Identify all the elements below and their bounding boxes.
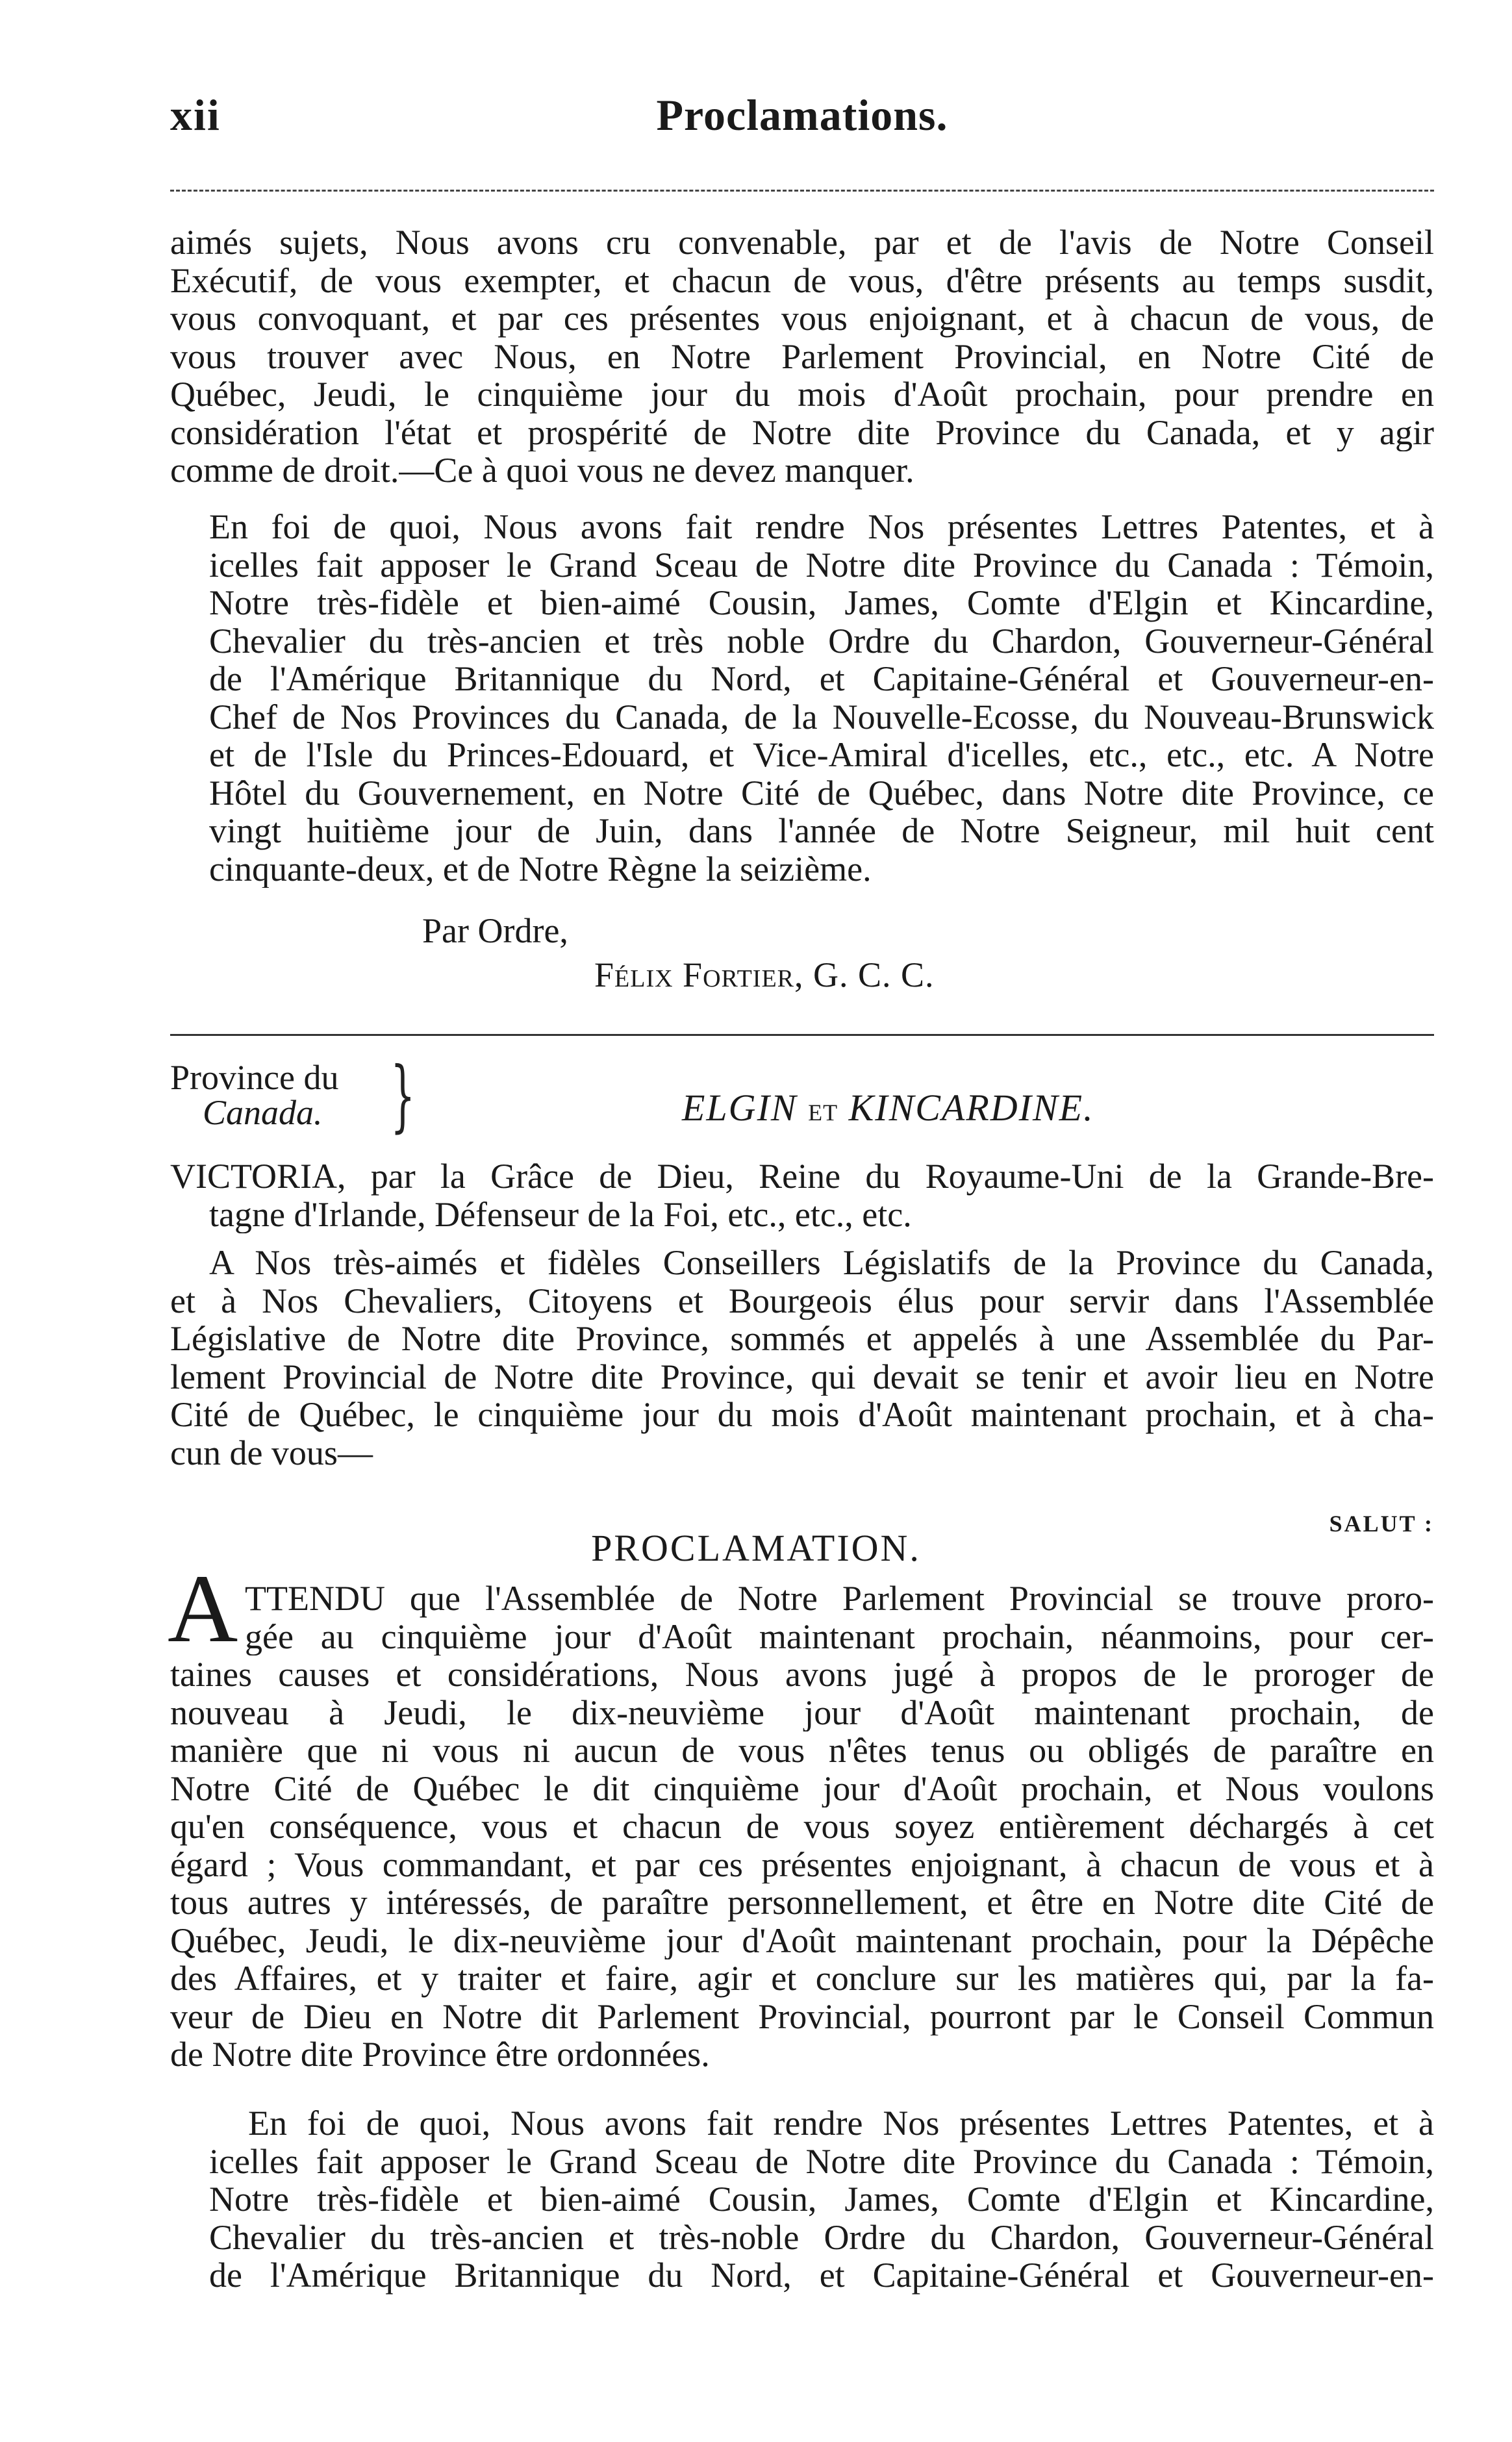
proclamation-title: PROCLAMATION. [591, 1527, 921, 1569]
page-header [170, 90, 1434, 148]
first-proclamation-continuation [170, 223, 1434, 490]
text-line: Législative de Notre dite Province, sommés et appelés à une Assemblée du Par- [170, 1320, 1434, 1358]
text-line: Cité de Québec, le cinquième jour du mois d'Août maintenant prochain, et à cha- [170, 1396, 1434, 1434]
running-title: Proclamations. [656, 90, 948, 140]
drop-cap: A [168, 1555, 238, 1663]
text-line: égard ; Vous commandant, et par ces présentes enjoignant, à chacun de vous et à [170, 1845, 1434, 1883]
text-line: qu'en conséquence, vous et chacun de vous soyez entièrement déchargés à cet [170, 1807, 1434, 1846]
text-line: lement Provincial de Notre dite Province, qui devait se tenir et avoir lieu en Notre [170, 1357, 1434, 1396]
text-line: nouveau à Jeudi, le dix-neuvième jour d'Août maintenant prochain, de [170, 1693, 1434, 1731]
par-ordre: Par Ordre, [422, 911, 568, 950]
text-line: manière que ni vous ni aucun de vous n'êtes tenus ou obligés de paraître en [170, 1731, 1434, 1770]
text-line: Québec, Jeudi, le dix-neuvième jour d'Août maintenant prochain, pour la Dépêche [170, 1921, 1434, 1959]
heading-elgin: ELGIN [682, 1087, 798, 1129]
text-line: cun de vous— [170, 1433, 373, 1472]
text-line: vingt huitième jour de Juin, dans l'année de Notre Seigneur, mil huit cent [209, 812, 1434, 850]
text-line: En foi de quoi, Nous avons fait rendre Nos présentes Lettres Patentes, et à [248, 2104, 1434, 2143]
text-line: et de l'Isle du Princes-Edouard, et Vice-Amiral d'icelles, etc., etc., etc. A Notre [209, 736, 1434, 774]
victoria-preamble [170, 1157, 1434, 1233]
text-line: comme de droit.—Ce à quoi vous ne devez manquer. [170, 451, 914, 490]
province-label [170, 1060, 338, 1130]
text-line: Notre Cité de Québec le dit cinquième jour d'Août prochain, et Nous voulons [170, 1769, 1434, 1807]
text-line: de l'Amérique Britannique du Nord, et Capitaine-Général et Gouverneur-en- [209, 2256, 1434, 2295]
salut-label: SALUT : [1329, 1511, 1434, 1537]
text-line: TTENDU que l'Assemblée de Notre Parlement Provincial se trouve proro- [245, 1580, 1434, 1618]
text-line: vous convoquant, et par ces présentes vous enjoignant, et à chacun de vous, de [170, 299, 1434, 338]
text-line: En foi de quoi, Nous avons fait rendre Nos présentes Lettres Patentes, et à [209, 508, 1434, 546]
text-line: Hôtel du Gouvernement, en Notre Cité de Québec, dans Notre dite Province, ce [209, 774, 1434, 812]
text-line: de l'Amérique Britannique du Nord, et Capitaine-Général et Gouverneur-en- [209, 660, 1434, 698]
governor-heading [682, 1086, 1094, 1129]
brace-glyph: } [390, 1051, 416, 1141]
header-rule [170, 190, 1434, 192]
section-divider [170, 1034, 1434, 1036]
text-line: Chef de Nos Provinces du Canada, de la Nouvelle-Ecosse, du Nouveau-Brunswick [209, 698, 1434, 736]
text-line: cinquante-deux, et de Notre Règne la seizième. [209, 850, 872, 888]
first-proclamation-witness [209, 508, 1434, 888]
text-line: Chevalier du très-ancien et très noble Ordre du Chardon, Gouverneur-Général [209, 622, 1434, 660]
heading-kincardine: KINCARDINE. [848, 1087, 1094, 1129]
text-line: tagne d'Irlande, Défenseur de la Foi, etc., etc., etc. [209, 1195, 912, 1233]
text-line: A Nos très-aimés et fidèles Conseillers Législatifs de la Province du Canada, [209, 1244, 1434, 1282]
text-line: de Notre dite Province être ordonnées. [170, 2035, 710, 2074]
text-line: VICTORIA, par la Grâce de Dieu, Reine du Royaume-Uni de la Grande-Bre- [170, 1157, 1434, 1196]
text-line: considération l'état et prospérité de Notre dite Province du Canada, et y agir [170, 413, 1434, 451]
proclamation-body [170, 1580, 1434, 2074]
text-line: veur de Dieu en Notre dit Parlement Provincial, pourront par le Conseil Commun [170, 1997, 1434, 2035]
signatory: Félix Fortier, G. C. C. [594, 955, 935, 994]
text-line: Notre très-fidèle et bien-aimé Cousin, James, Comte d'Elgin et Kincardine, [209, 2180, 1434, 2219]
province-line: Canada. [203, 1093, 323, 1132]
text-line: vous trouver avec Nous, en Notre Parlement Provincial, en Notre Cité de [170, 337, 1434, 375]
heading-et: ET [808, 1100, 838, 1126]
text-line: gée au cinquième jour d'Août maintenant prochain, néanmoins, pour cer- [245, 1617, 1434, 1655]
text-line: aimés sujets, Nous avons cru convenable, par et de l'avis de Notre Conseil [170, 223, 1434, 262]
text-line: et à Nos Chevaliers, Citoyens et Bourgeois élus pour servir dans l'Assemblée [170, 1281, 1434, 1320]
text-line: Exécutif, de vous exempter, et chacun de vous, d'être présents au temps susdit, [170, 261, 1434, 299]
text-line: icelles fait apposer le Grand Sceau de Notre dite Province du Canada : Témoin, [209, 546, 1434, 584]
text-line: taines causes et considérations, Nous avons jugé à propos de le proroger de [170, 1655, 1434, 1694]
address-paragraph [170, 1244, 1434, 1472]
province-line: Province du [170, 1058, 339, 1097]
page-number: xii [170, 90, 221, 140]
text-line: des Affaires, et y traiter et faire, agir et conclure sur les matières qui, par la fa- [170, 1959, 1434, 1998]
second-witness-paragraph [209, 2104, 1434, 2295]
text-line: Québec, Jeudi, le cinquième jour du mois d'Août prochain, pour prendre en [170, 375, 1434, 414]
text-line: Notre très-fidèle et bien-aimé Cousin, James, Comte d'Elgin et Kincardine, [209, 584, 1434, 622]
text-line: tous autres y intéressés, de paraître personnellement, et être en Notre dite Cité de [170, 1883, 1434, 1922]
text-line: icelles fait apposer le Grand Sceau de Notre dite Province du Canada : Témoin, [209, 2142, 1434, 2180]
text-line: Chevalier du très-ancien et très-noble Ordre du Chardon, Gouverneur-Général [209, 2218, 1434, 2256]
